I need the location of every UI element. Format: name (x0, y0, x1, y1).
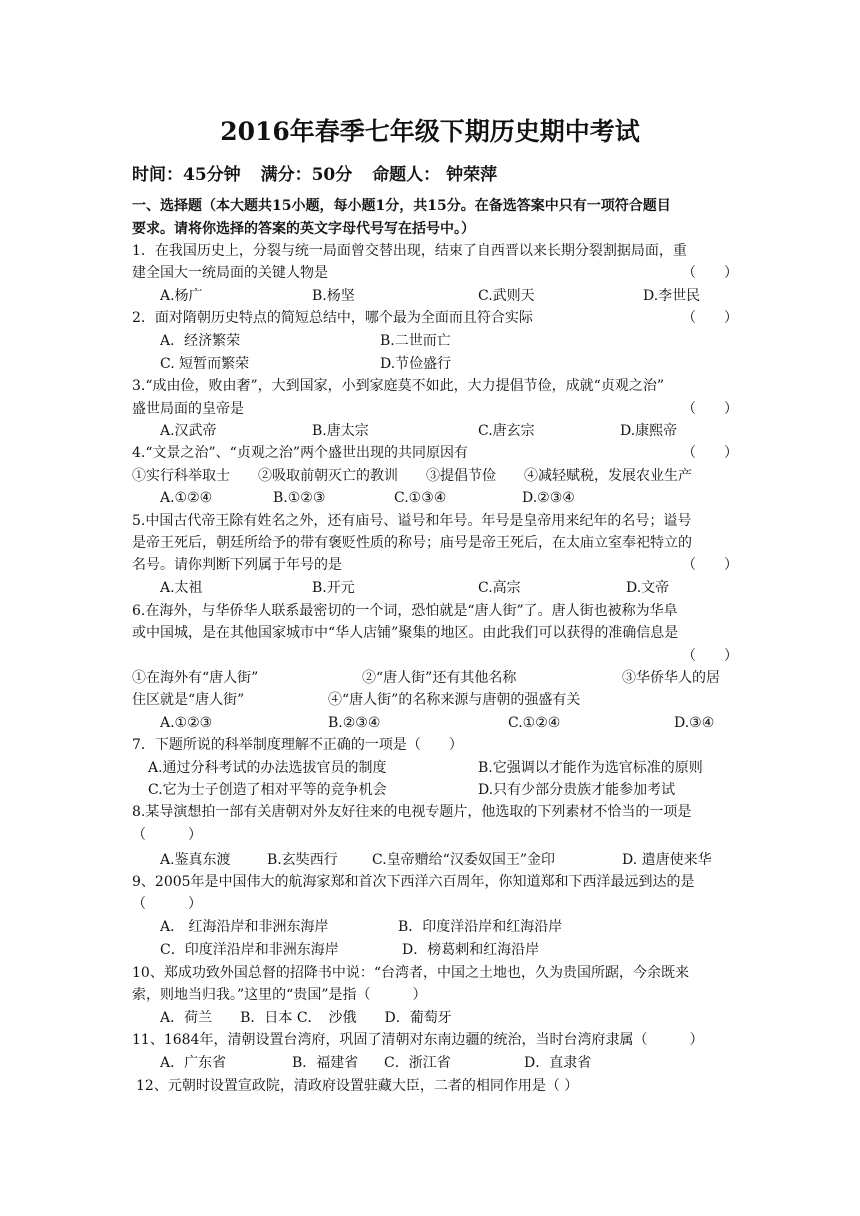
q1-option-c: C.武则天 (478, 288, 535, 304)
q12-stem-line1: 12、元朝时设置宣政院，清政府设置驻藏大臣，二者的相同作用是（ ） (136, 1078, 579, 1094)
q8-option-b: B.玄奘西行 (267, 852, 338, 868)
q8-option-c: C.皇帝赠给“汉委奴国王”金印 (372, 852, 555, 868)
q10-stem-line1: 10、郑成功致外国总督的招降书中说：“台湾者，中国之土地也，久为贵国所踞，今余既来 (132, 965, 689, 981)
q1-option-d: D.李世民 (643, 288, 701, 304)
q4-option-c: C.①③④ (394, 490, 447, 506)
q6-answer-blank[interactable]: （ ） (682, 648, 738, 664)
q7-option-d: D.只有少部分贵族才能参加考试 (478, 782, 676, 798)
q11-option-c: C．浙江省 (384, 1055, 451, 1071)
q7-option-a: A.通过分科考试的办法选拔官员的制度 (148, 760, 387, 776)
q1-answer-blank[interactable]: （ ） (682, 265, 738, 281)
exam-meta (132, 160, 511, 185)
q4-option-a: A.①②④ (160, 490, 213, 506)
exam-time: 时间：45分钟 (132, 165, 241, 185)
q5-option-d: D.文帝 (626, 580, 670, 596)
exam-title: 2016年春季七年级下期历史期中考试 (220, 117, 640, 146)
q7-option-b: B.它强调以才能作为选官标准的原则 (478, 760, 703, 776)
q10-stem-line2: 索，则地当归我。”这里的“贵国”是指（ ） (132, 987, 427, 1003)
q11-option-b: B．福建省 (292, 1055, 359, 1071)
q1-stem-line2: 建全国大一统局面的关键人物是 (132, 265, 328, 281)
q6-option-d: D.③④ (674, 715, 715, 731)
q2-stem-line1: 2．面对隋朝历史特点的简短总结中，哪个最为全面而且符合实际 (132, 310, 533, 326)
q6-statement-4: ④“唐人街”的名称来源与唐朝的强盛有关 (328, 692, 581, 708)
q5-answer-blank[interactable]: （ ） (682, 557, 738, 573)
q11-option-a: A．广东省 (160, 1055, 227, 1071)
q10-options: A．荷兰 B．日本 C． 沙俄 D．葡萄牙 (160, 1010, 452, 1026)
q5-stem-line1: 5.中国古代帝王除有姓名之外，还有庙号、谥号和年号。年号是皇帝用来纪年的名号；谥号 (132, 513, 692, 529)
q5-stem-line2: 是帝王死后，朝廷所给予的带有褒贬性质的称号；庙号是帝王死后，在太庙立室奉祀特立的 (132, 535, 692, 551)
q9-option-c: C．印度洋沿岸和非洲东海岸 (160, 942, 339, 958)
q6-option-a: A.①②③ (160, 715, 213, 731)
q3-option-d: D.康熙帝 (620, 423, 678, 439)
q9-option-a: A． 红海沿岸和非洲东海岸 (160, 919, 329, 935)
section-heading-line2: 要求。请将你选择的答案的英文字母代号写在括号中。） (132, 221, 475, 237)
q9-stem-line1: 9、2005年是中国伟大的航海家郑和首次下西洋六百周年，你知道郑和下西洋最远到达的是 (132, 874, 695, 890)
q11-option-d: D．直隶省 (524, 1055, 592, 1071)
q2-answer-blank[interactable]: （ ） (682, 310, 738, 326)
q6-statement-3-cont: 住区就是“唐人街” (132, 692, 245, 708)
q1-option-a: A.杨广 (160, 288, 203, 304)
q5-option-a: A.太祖 (160, 580, 203, 596)
q5-option-c: C.高宗 (478, 580, 521, 596)
section-heading-line1: 一、选择题（本大题共15小题，每小题1分，共15分。在备选答案中只有一项符合题目 (132, 198, 671, 214)
q11-stem-line1: 11、1684年，清朝设置台湾府，巩固了清朝对东南边疆的统治，当时台湾府隶属（ ） (132, 1032, 704, 1048)
q9-stem-line2[interactable]: （ ） (132, 896, 202, 912)
q9-option-b: B．印度洋沿岸和红海沿岸 (398, 919, 563, 935)
q5-option-b: B.开元 (312, 580, 355, 596)
q8-stem-line1: 8.某导演想拍一部有关唐朝对外友好往来的电视专题片，他选取的下列素材不恰当的一项是 (132, 804, 692, 820)
q8-option-d: D. 遣唐使来华 (622, 852, 712, 868)
q7-stem-line1: 7．下题所说的科举制度理解不正确的一项是（ ） (132, 737, 463, 753)
q3-option-c: C.唐玄宗 (478, 423, 535, 439)
q1-stem-line1: 1．在我国历史上，分裂与统一局面曾交替出现，结束了自西晋以来长期分裂割据局面，重 (132, 243, 687, 259)
q1-option-b: B.杨坚 (312, 288, 355, 304)
q3-stem-line1: 3.“成由俭，败由奢”，大到国家，小到家庭莫不如此，大力提倡节俭，成就“贞观之治” (132, 378, 664, 394)
q8-stem-line2[interactable]: （ ） (132, 827, 202, 843)
q6-statement-2: ②“唐人街”还有其他名称 (362, 670, 517, 686)
q6-option-b: B.②③④ (328, 715, 381, 731)
q9-option-d: D．榜葛剌和红海沿岸 (402, 942, 540, 958)
q7-option-c: C.它为士子创造了相对平等的竞争机会 (148, 782, 387, 798)
q3-option-b: B.唐太宗 (312, 423, 369, 439)
exam-score: 满分：50分 (260, 165, 353, 185)
q3-stem-line2: 盛世局面的皇帝是 (132, 401, 244, 417)
exam-author: 命题人： 钟荣萍 (372, 165, 498, 185)
q6-stem-line2: 或中国城，是在其他国家城市中“华人店铺”聚集的地区。由此我们可以获得的准确信息是 (132, 625, 679, 641)
q2-option-d: D.节俭盛行 (380, 356, 452, 372)
q3-option-a: A.汉武帝 (160, 423, 217, 439)
q4-stem-line1: 4.“文景之治”、“贞观之治”两个盛世出现的共同原因有 (132, 445, 468, 461)
q2-option-b: B.二世而亡 (380, 333, 451, 349)
q6-statement-3: ③华侨华人的居 (622, 670, 720, 686)
q6-option-c: C.①②④ (508, 715, 561, 731)
q3-answer-blank[interactable]: （ ） (682, 401, 738, 417)
q8-option-a: A.鉴真东渡 (160, 852, 231, 868)
q2-option-c: C. 短暂而繁荣 (160, 356, 250, 372)
q5-stem-line3: 名号。请你判断下列属于年号的是 (132, 557, 342, 573)
q4-statements: ①实行科举取士 ②吸取前朝灭亡的教训 ③提倡节俭 ④减轻赋税，发展农业生产 (132, 468, 692, 484)
q2-option-a: A．经济繁荣 (160, 333, 241, 349)
q4-option-d: D.②③④ (522, 490, 575, 506)
q6-statement-1: ①在海外有“唐人街” (132, 670, 259, 686)
q6-stem-line1: 6.在海外，与华侨华人联系最密切的一个词，恐怕就是“唐人街”了。唐人街也被称为华阜 (132, 603, 678, 619)
q4-option-b: B.①②③ (273, 490, 326, 506)
q4-answer-blank[interactable]: （ ） (682, 445, 738, 461)
